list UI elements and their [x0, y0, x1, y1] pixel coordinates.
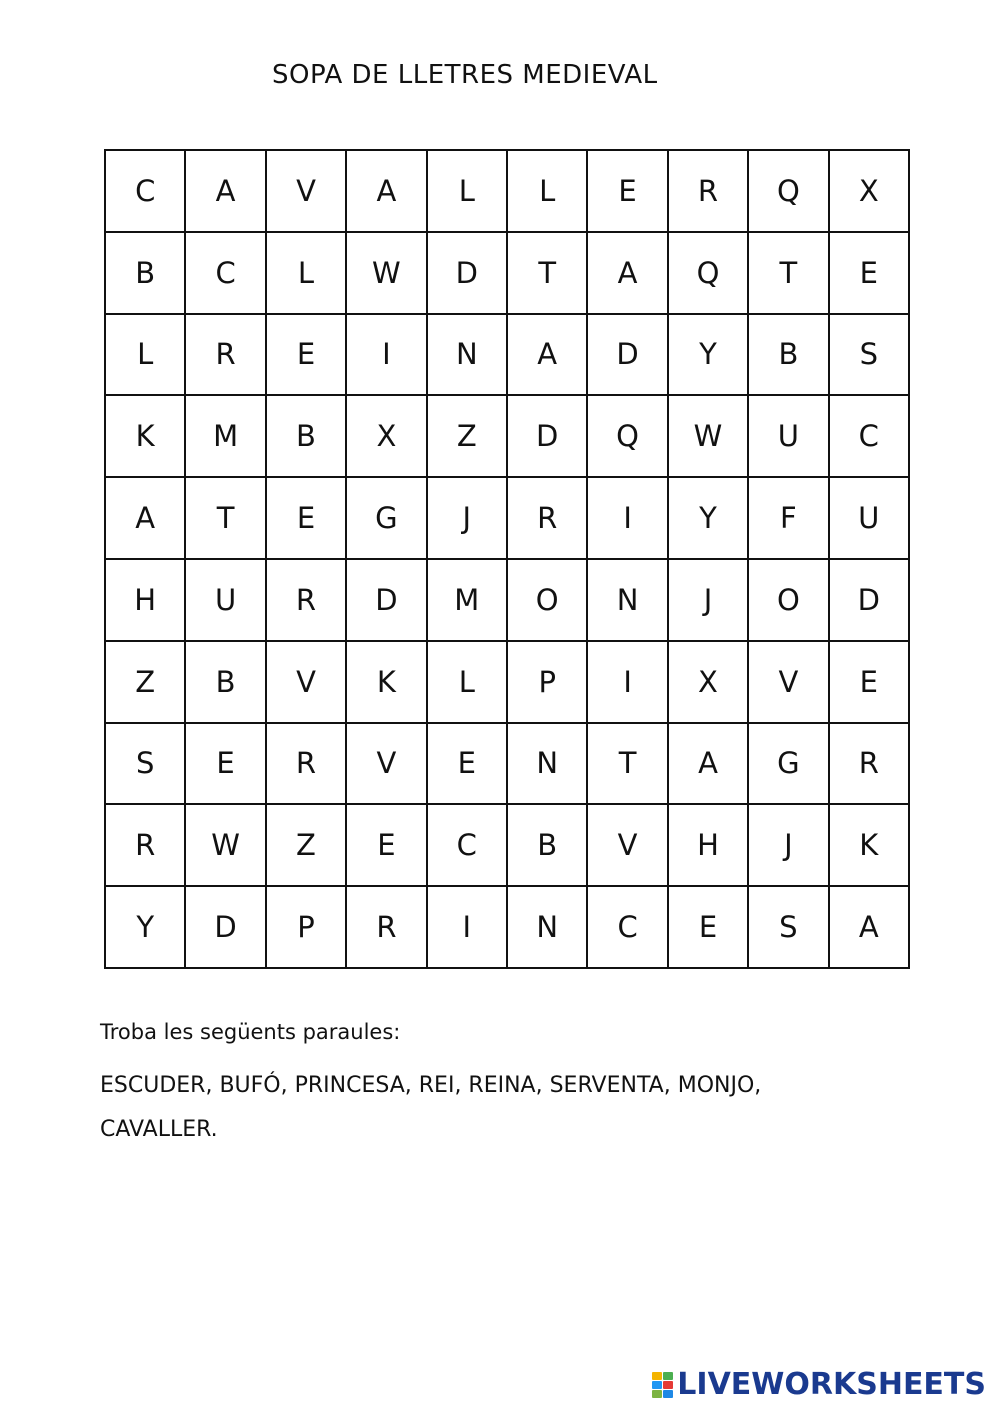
page-title: SOPA DE LLETRES MEDIEVAL — [272, 60, 658, 90]
grid-cell: E — [830, 233, 910, 315]
grid-cell: V — [267, 642, 347, 724]
grid-cell: K — [106, 396, 186, 478]
grid-cell: N — [508, 887, 588, 969]
grid-cell: P — [508, 642, 588, 724]
grid-cell: R — [508, 478, 588, 560]
grid-cell: Y — [106, 887, 186, 969]
grid-cell: Z — [106, 642, 186, 724]
grid-cell: Z — [428, 396, 508, 478]
grid-cell: A — [347, 151, 427, 233]
grid-cell: I — [588, 642, 668, 724]
grid-cell: S — [106, 724, 186, 806]
grid-cell: E — [669, 887, 749, 969]
grid-cell: V — [749, 642, 829, 724]
grid-cell: O — [508, 560, 588, 642]
grid-cell: D — [347, 560, 427, 642]
grid-cell: O — [749, 560, 829, 642]
grid-cell: S — [749, 887, 829, 969]
grid-cell: U — [186, 560, 266, 642]
grid-cell: Z — [267, 805, 347, 887]
grid-cell: K — [347, 642, 427, 724]
grid-cell: Q — [749, 151, 829, 233]
grid-cell: H — [106, 560, 186, 642]
logo-mark-block — [652, 1390, 662, 1398]
grid-cell: U — [749, 396, 829, 478]
grid-cell: D — [186, 887, 266, 969]
grid-cell: Q — [669, 233, 749, 315]
grid-cell: L — [267, 233, 347, 315]
grid-cell: E — [347, 805, 427, 887]
grid-cell: B — [106, 233, 186, 315]
grid-cell: A — [588, 233, 668, 315]
grid-cell: M — [186, 396, 266, 478]
grid-cell: U — [830, 478, 910, 560]
grid-cell: V — [267, 151, 347, 233]
grid-cell: B — [749, 315, 829, 397]
grid-cell: R — [830, 724, 910, 806]
grid-cell: X — [347, 396, 427, 478]
instruction-text: Troba les següents paraules: — [100, 1020, 401, 1044]
grid-cell: A — [830, 887, 910, 969]
grid-cell: B — [267, 396, 347, 478]
grid-cell: C — [428, 805, 508, 887]
grid-cell: Y — [669, 478, 749, 560]
word-list — [100, 1064, 800, 1152]
grid-cell: T — [186, 478, 266, 560]
grid-cell: B — [508, 805, 588, 887]
grid-cell: N — [508, 724, 588, 806]
grid-cell: T — [508, 233, 588, 315]
word-list-line-1: ESCUDER, BUFÓ, PRINCESA, REI, REINA, SERVENTA, MONJO, — [100, 1073, 762, 1098]
word-list-line-2: CAVALLER. — [100, 1117, 218, 1142]
grid-cell: R — [669, 151, 749, 233]
grid-cell: C — [830, 396, 910, 478]
grid-cell: J — [749, 805, 829, 887]
grid-cell: A — [106, 478, 186, 560]
logo-mark-block — [652, 1372, 662, 1380]
grid-cell: F — [749, 478, 829, 560]
grid-cell: J — [669, 560, 749, 642]
grid-cell: R — [267, 560, 347, 642]
grid-cell: V — [588, 805, 668, 887]
grid-cell: Q — [588, 396, 668, 478]
grid-cell: R — [347, 887, 427, 969]
grid-cell: C — [186, 233, 266, 315]
grid-cell: R — [106, 805, 186, 887]
grid-cell: M — [428, 560, 508, 642]
grid-cell: H — [669, 805, 749, 887]
grid-cell: R — [267, 724, 347, 806]
grid-cell: I — [347, 315, 427, 397]
grid-cell: I — [428, 887, 508, 969]
grid-cell: L — [428, 151, 508, 233]
grid-cell: E — [186, 724, 266, 806]
grid-cell: C — [588, 887, 668, 969]
grid-cell: L — [428, 642, 508, 724]
grid-cell: D — [508, 396, 588, 478]
grid-cell: N — [428, 315, 508, 397]
grid-cell: B — [186, 642, 266, 724]
grid-cell: V — [347, 724, 427, 806]
liveworksheets-logo-text: LIVEWORKSHEETS — [677, 1367, 986, 1402]
grid-cell: T — [588, 724, 668, 806]
grid-cell: I — [588, 478, 668, 560]
word-search-grid — [104, 149, 910, 969]
grid-cell: E — [830, 642, 910, 724]
grid-cell: D — [830, 560, 910, 642]
grid-cell: X — [830, 151, 910, 233]
grid-cell: D — [588, 315, 668, 397]
grid-cell: K — [830, 805, 910, 887]
grid-cell: X — [669, 642, 749, 724]
liveworksheets-logo-icon — [652, 1372, 673, 1398]
grid-cell: W — [347, 233, 427, 315]
grid-cell: G — [749, 724, 829, 806]
grid-cell: P — [267, 887, 347, 969]
grid-cell: N — [588, 560, 668, 642]
grid-cell: A — [508, 315, 588, 397]
grid-cell: A — [186, 151, 266, 233]
grid-cell: Y — [669, 315, 749, 397]
logo-mark-block — [663, 1381, 673, 1389]
logo-mark-block — [663, 1372, 673, 1380]
grid-cell: C — [106, 151, 186, 233]
grid-cell: E — [588, 151, 668, 233]
grid-cell: W — [186, 805, 266, 887]
grid-cell: S — [830, 315, 910, 397]
grid-cell: E — [267, 315, 347, 397]
logo-mark-block — [652, 1381, 662, 1389]
liveworksheets-logo — [652, 1367, 986, 1402]
grid-cell: T — [749, 233, 829, 315]
logo-mark-block — [663, 1390, 673, 1398]
grid-cell: L — [508, 151, 588, 233]
grid-cell: W — [669, 396, 749, 478]
grid-cell: G — [347, 478, 427, 560]
grid-cell: L — [106, 315, 186, 397]
grid-cell: R — [186, 315, 266, 397]
grid-cell: D — [428, 233, 508, 315]
grid-cell: J — [428, 478, 508, 560]
grid-cell: E — [267, 478, 347, 560]
grid-cell: A — [669, 724, 749, 806]
grid-cell: E — [428, 724, 508, 806]
